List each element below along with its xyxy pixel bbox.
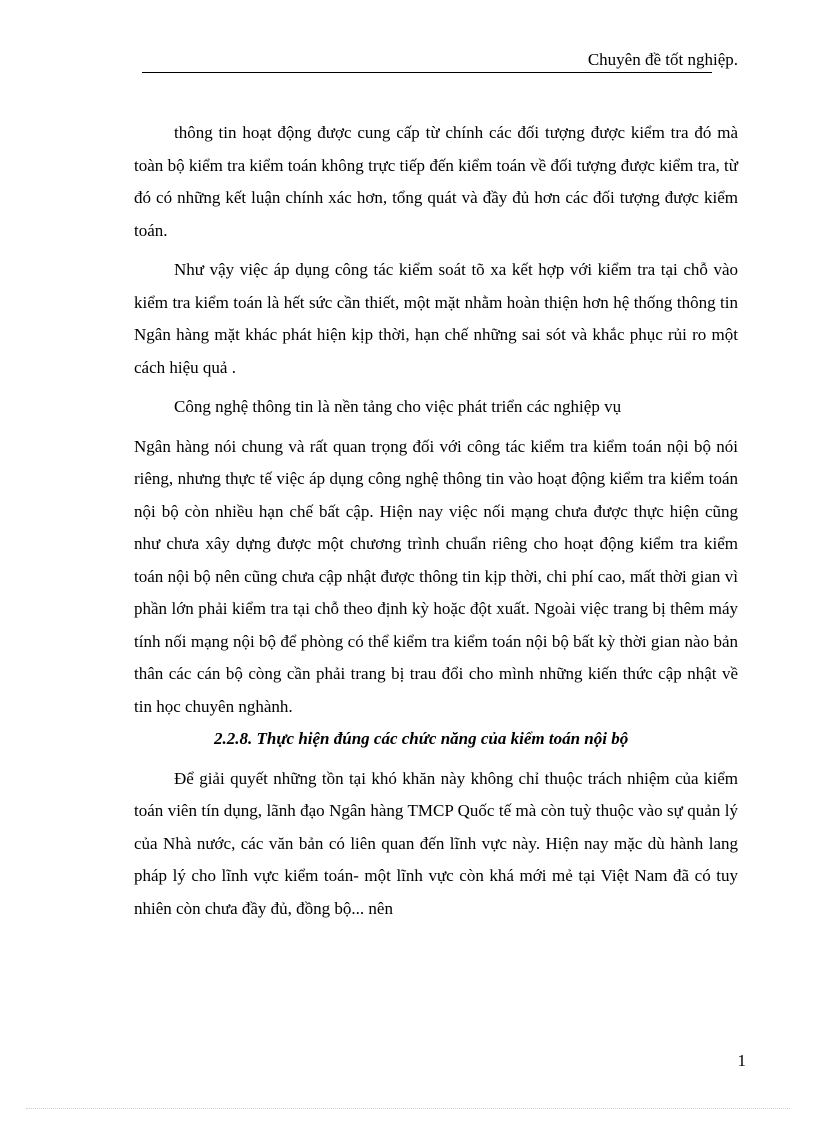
header-rule <box>142 72 712 73</box>
paragraph-3-first-line: Công nghệ thông tin là nền tảng cho việc phát triển các nghiệp vụ <box>174 397 622 416</box>
page-number: 1 <box>737 1051 746 1070</box>
paragraph-1: thông tin hoạt động được cung cấp từ chính các đối tượng được kiểm tra đó mà toàn bộ kiểm tra kiểm toán không trực tiếp đến kiểm toán về đối tượng được kiểm tra, từ đó có những kết luận chính xác hơn, tổng quát và đầy đủ hơn các đối tượng được kiểm toán. <box>134 123 738 240</box>
paragraph-4: Để giải quyết những tồn tại khó khăn này không chỉ thuộc trách nhiệm của kiểm toán viên tín dụng, lãnh đạo Ngân hàng TMCP Quốc tế mà còn tuỳ thuộc vào sự quản lý của Nhà nước, các văn bản có liên quan đến lĩnh vực này. Hiện nay mặc dù hành lang pháp lý cho lĩnh vực kiểm toán- một lĩnh vực còn khá mới mẻ tại Việt Nam đã có tuy nhiên còn chưa đầy đủ, đồng bộ... nên <box>134 768 738 918</box>
paragraph-2: Như vậy việc áp dụng công tác kiểm soát tõ xa kết hợp với kiểm tra tại chỗ vào kiểm tra kiểm toán là hết sức cần thiết, một mặt nhằm hoàn thiện hơn hệ thống thông tin Ngân hàng mặt khác phát hiện kịp thời, hạn chế những sai sót và khắc phục rủi ro một cách hiệu quả . <box>134 260 738 377</box>
paragraph-3-continued: Ngân hàng nói chung và rất quan trọng đối với công tác kiểm tra kiểm toán nội bộ nói riêng, nhưng thực tế việc áp dụng công nghệ thông tin vào hoạt động kiểm tra kiểm toán nội bộ còn nhiều hạn chế bất cập. Hiện nay việc nối mạng chưa được thực hiện cũng như chưa xây dựng được một chương trình chuẩn riêng cho hoạt động kiểm tra kiểm toán nội bộ nên cũng chưa cập nhật được thông tin kịp thời, chi phí cao, mất thời gian vì phần lớn phải kiểm tra tại chỗ theo định kỳ hoặc đột xuất. Ngoài việc trang bị thêm máy tính nối mạng nội bộ để phòng có thể kiểm tra kiểm toán nội bộ bất kỳ thời gian nào bản thân các cán bộ còng cần phải trang bị trau đổi cho mình những kiến thức cập nhật về tin học chuyên nghành. <box>134 436 738 716</box>
page-bottom-divider <box>26 1108 790 1109</box>
page-body <box>134 117 738 925</box>
section-heading: 2.2.8. Thực hiện đúng các chức năng của kiểm toán nội bộ <box>214 729 629 748</box>
running-header-title: Chuyên đề tốt nghiệp. <box>587 50 738 69</box>
